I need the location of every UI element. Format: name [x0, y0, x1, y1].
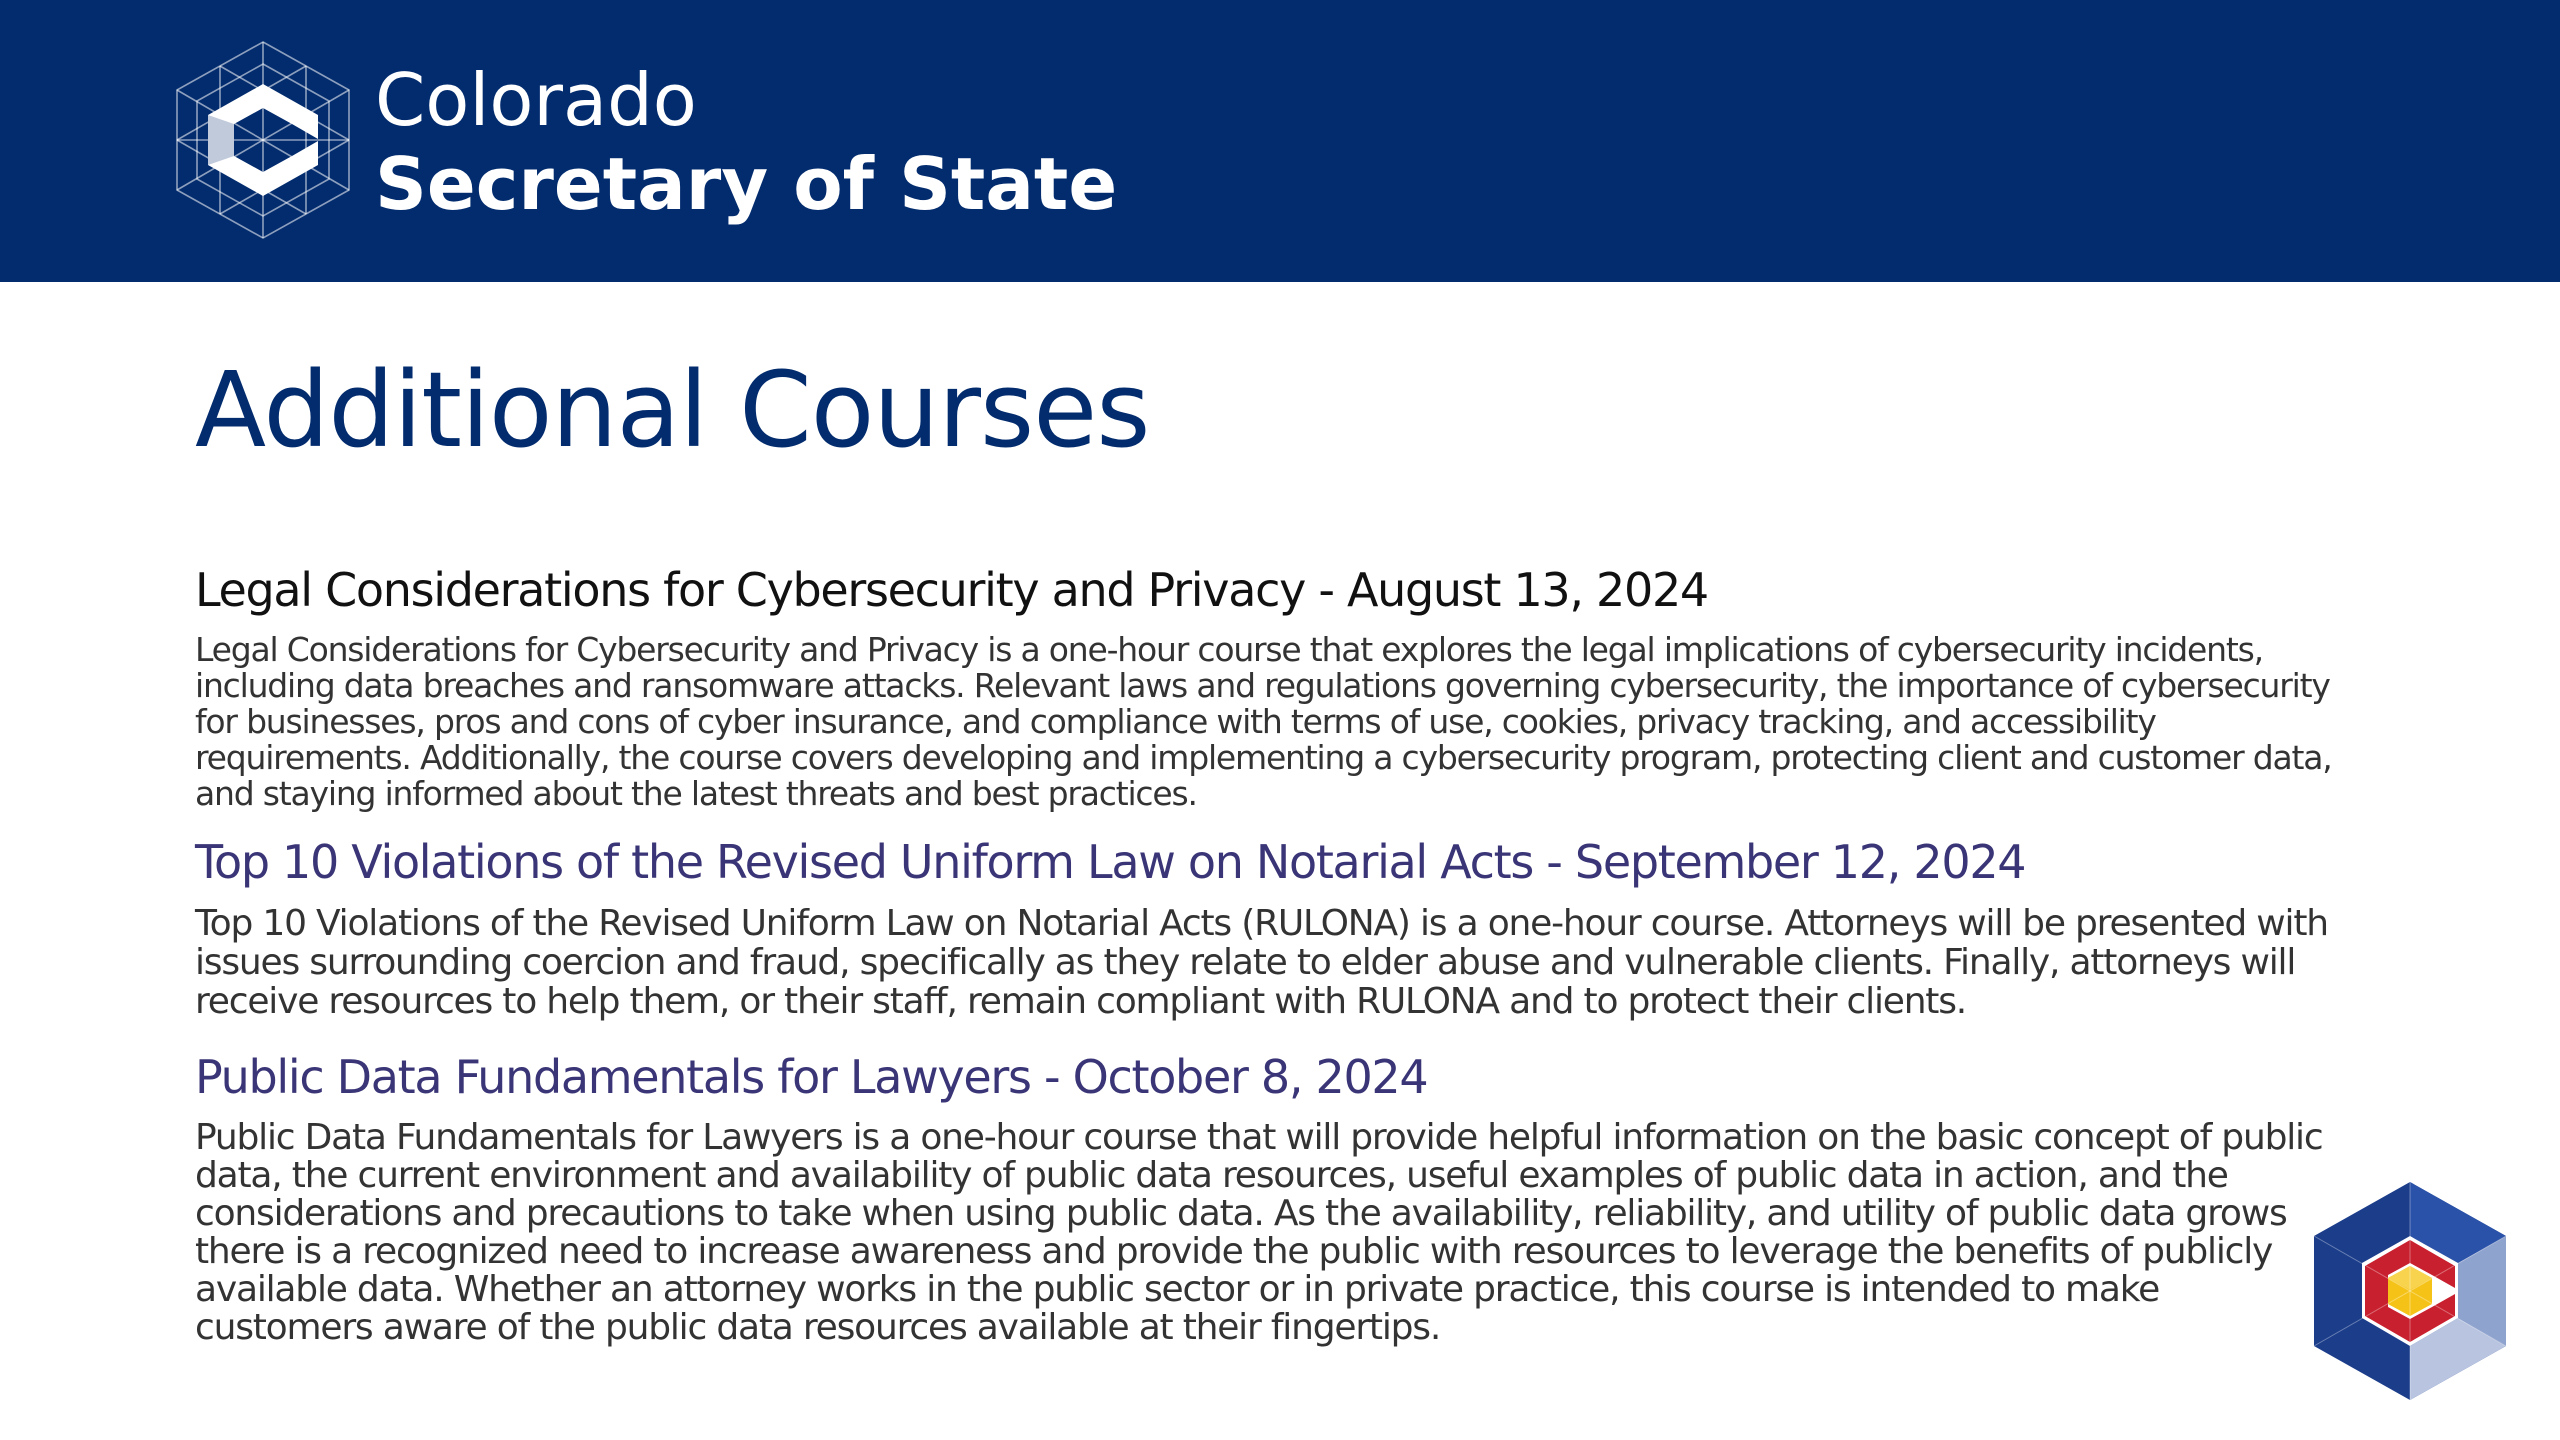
- course-item: [195, 560, 2375, 812]
- course-title: Public Data Fundamentals for Lawyers - October 8, 2024: [195, 1050, 1428, 1104]
- course-description: Legal Considerations for Cybersecurity and Privacy is a one-hour course that explores the legal implications of cybersecurity incidents, including data breaches and ransomware attacks. Relevant laws and regulations governing cybersecurity, the importance of cybersecurity for businesses, pros and cons of cyber insurance, and compliance with terms of use, cookies, privacy tracking, and accessibility requirements. Additionally, the course covers developing and implementing a cybersecurity program, protecting client and customer data, and staying informed about the latest threats and best practices.: [195, 630, 2332, 813]
- course-item: [195, 1047, 2375, 1347]
- course-title: Legal Considerations for Cybersecurity and Privacy - August 13, 2024: [195, 563, 1708, 617]
- course-title: Top 10 Violations of the Revised Uniform Law on Notarial Acts - September 12, 2024: [195, 835, 2026, 889]
- header-banner: [0, 0, 2560, 282]
- colorado-c-cube-logo-icon: [172, 38, 354, 242]
- brand-name: [375, 58, 1117, 226]
- page-title: Additional Courses: [195, 349, 1150, 471]
- brand-line-secretary-of-state: Secretary of State: [375, 142, 1118, 226]
- colorado-c-cube-seal-icon: [2310, 1178, 2510, 1404]
- course-description: Top 10 Violations of the Revised Uniform Law on Notarial Acts (RULONA) is a one-hour course. Attorneys will be presented with issues surrounding coercion and fraud, specifically as they relate to elder abuse and vulnerable clients. Finally, attorneys will receive resources to help them, or their staff, remain compliant with RULONA and to protect their clients.: [195, 903, 2328, 1022]
- course-description: Public Data Fundamentals for Lawyers is a one-hour course that will provide helpful information on the basic concept of public data, the current environment and availability of public data resources, useful examples of public data in action, and the considerations and precautions to take when using public data. As the availability, reliability, and utility of public data grows there is a recognized need to increase awareness and provide the public with resources to leverage the benefits of publicly available data. Whether an attorney works in the public sector or in private practice, this course is intended to make customers aware of the public data resources available at their fingertips.: [195, 1117, 2323, 1348]
- brand-line-colorado: Colorado: [375, 58, 697, 142]
- main-content: [195, 340, 2375, 1347]
- course-item: [195, 832, 2375, 1021]
